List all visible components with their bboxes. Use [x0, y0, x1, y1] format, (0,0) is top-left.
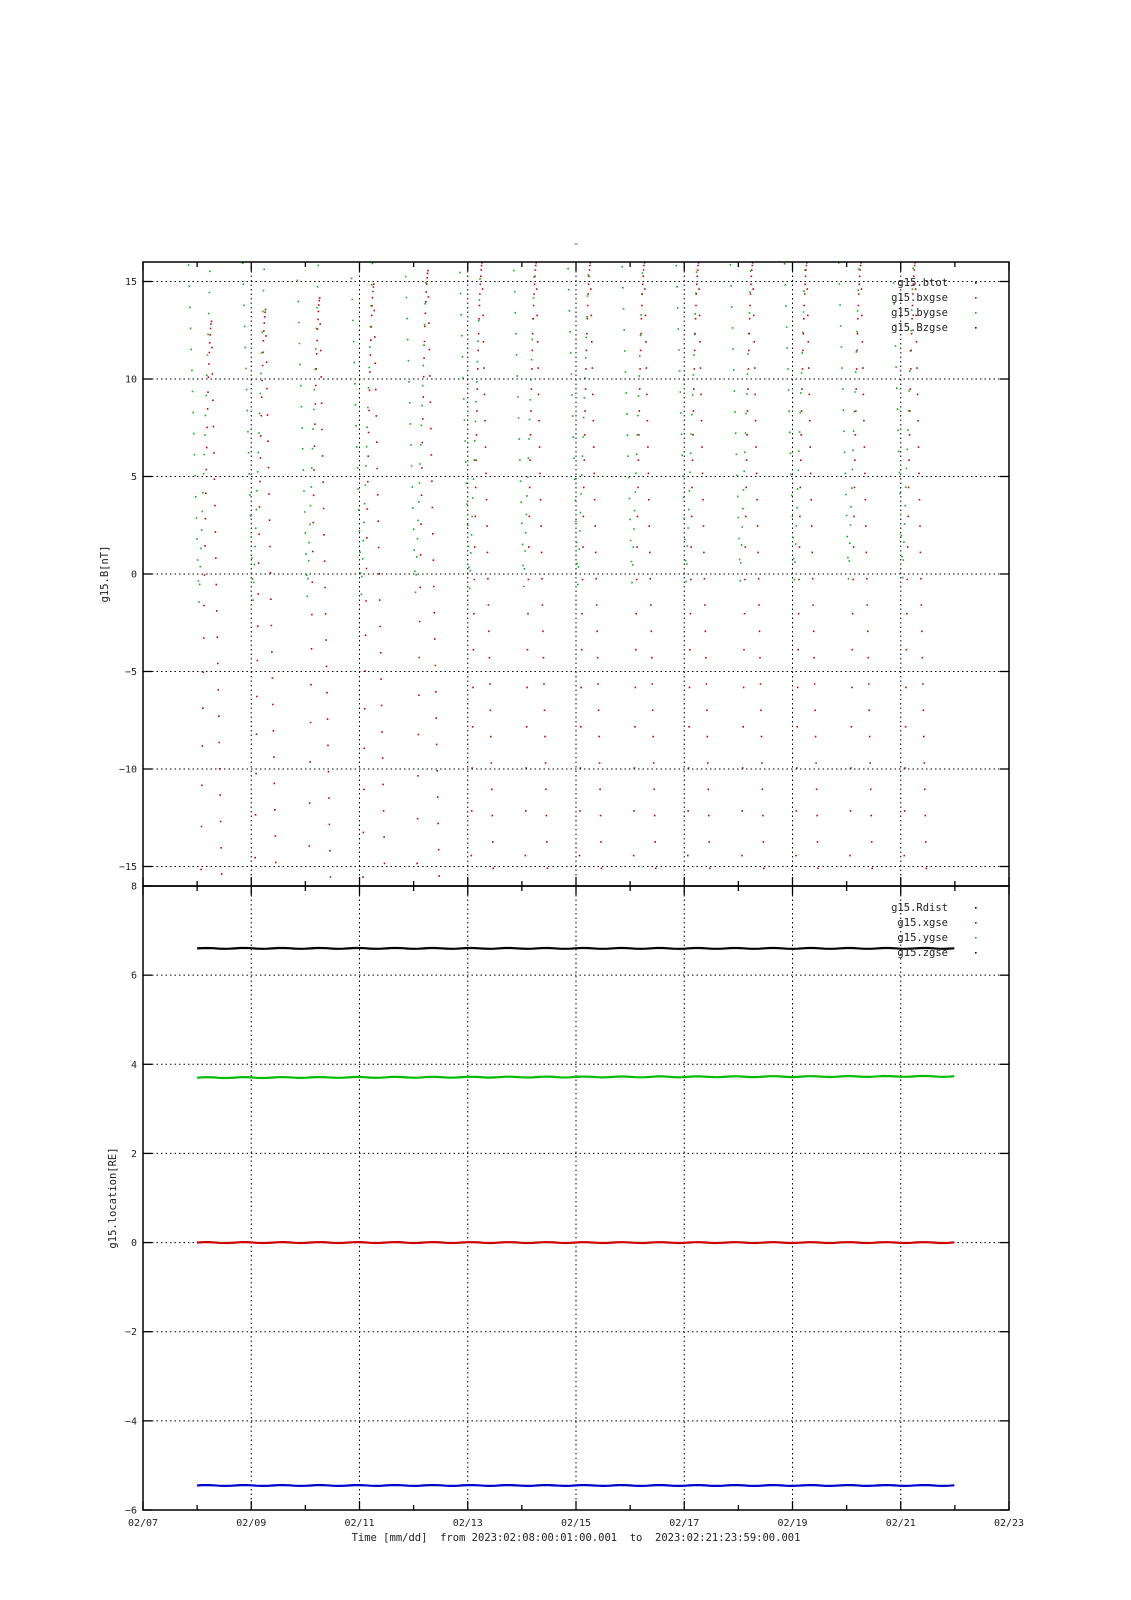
y-tick-label: −5 — [124, 667, 137, 678]
bxgse-series — [200, 262, 927, 878]
legend-label: g15.Bzgse — [891, 322, 948, 334]
y-tick-label: 0 — [130, 1238, 137, 1250]
legend-label: g15.Rdist — [891, 902, 948, 914]
legend-label: g15.bxgse — [891, 292, 948, 304]
x-tick-label: 02/17 — [669, 1518, 700, 1529]
y-tick-label: −6 — [124, 1505, 137, 1517]
top-plot-area — [188, 262, 927, 878]
legend-swatch — [975, 922, 977, 924]
y-tick-label: −2 — [124, 1327, 137, 1339]
y-tick-label: 4 — [130, 1059, 137, 1071]
xgse-series — [197, 1242, 954, 1243]
legend-swatch — [975, 952, 977, 954]
legend-label: g15.zgse — [897, 947, 948, 959]
x-tick-label: 02/19 — [777, 1518, 808, 1529]
zgse-series — [197, 1485, 954, 1486]
x-tick-label: 02/23 — [993, 1518, 1025, 1529]
y-tick-label: 10 — [124, 374, 137, 386]
y-tick-label: 15 — [124, 277, 137, 288]
bygse-series — [188, 262, 914, 603]
y-tick-label: 6 — [130, 970, 137, 982]
bottom-panel — [107, 882, 1009, 1517]
top-y-axis-label: g15.B[nT] — [99, 545, 111, 603]
legend-swatch — [975, 312, 977, 314]
y-tick-label: −10 — [118, 764, 137, 776]
bottom-y-axis-label: g15.location[RE] — [107, 1147, 119, 1249]
x-axis-label: Time [mm/dd] from 2023:02:08:00:01:00.001 to 2023:02:21:23:59:00.001 — [351, 1532, 801, 1544]
legend-swatch — [975, 907, 977, 909]
x-tick-label: 02/15 — [560, 1518, 592, 1529]
y-tick-label: 0 — [130, 569, 137, 581]
legend-label: g15.bygse — [891, 307, 948, 319]
x-tick-label: 02/11 — [344, 1518, 375, 1529]
bottom-plot-area — [197, 948, 954, 1486]
y-tick-label: −15 — [118, 862, 137, 873]
top-legend — [891, 277, 977, 334]
legend-swatch — [975, 297, 977, 299]
y-tick-label: −4 — [124, 1416, 137, 1428]
legend-swatch — [975, 937, 977, 939]
x-tick-label: 02/07 — [127, 1518, 159, 1529]
y-tick-label: 5 — [130, 472, 137, 483]
bottom-legend — [891, 902, 977, 959]
top-panel — [99, 262, 1009, 886]
top-gridlines — [143, 262, 1009, 886]
chart-title: - — [572, 239, 580, 250]
legend-label: g15.ygse — [897, 932, 948, 944]
x-tick-label: 02/21 — [885, 1518, 916, 1529]
legend-label: g15.btot — [897, 277, 948, 289]
x-tick-label: 02/13 — [452, 1518, 483, 1529]
bottom-gridlines — [143, 886, 1009, 1510]
y-tick-label: 8 — [130, 881, 137, 893]
legend-swatch — [975, 282, 977, 284]
Rdist-series — [197, 948, 954, 949]
ygse-series — [197, 1076, 954, 1078]
legend-label: g15.xgse — [897, 917, 948, 929]
top-y-ticks — [119, 277, 1009, 873]
y-tick-label: 2 — [130, 1148, 137, 1160]
legend-swatch — [975, 327, 977, 329]
x-tick-label: 02/09 — [236, 1518, 267, 1529]
